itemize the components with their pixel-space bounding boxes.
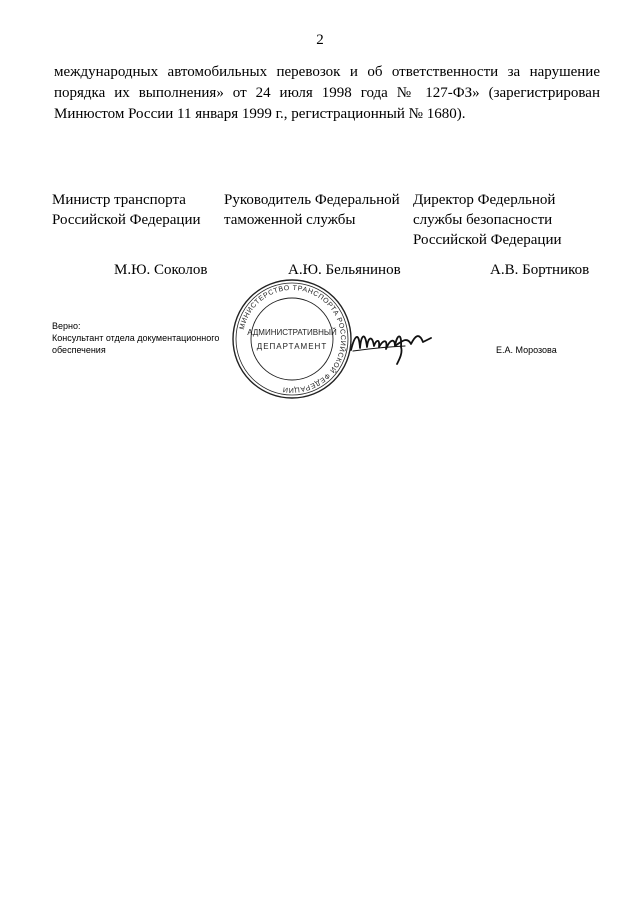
stamp-ring-text: МИНИСТЕРСТВО ТРАНСПОРТА РОССИЙСКОЙ ФЕДЕРАЦИИ bbox=[238, 284, 347, 394]
signatory-title-security-director bbox=[413, 190, 562, 250]
body-line: Минюстом России 11 января 1999 г., регистрационный № 1680). bbox=[54, 106, 466, 122]
signatory-name-sokolov: М.Ю. Соколов bbox=[114, 262, 208, 278]
signatory-title-line: Руководитель Федеральной bbox=[224, 192, 400, 208]
certifier-name: Е.А. Морозова bbox=[496, 345, 557, 355]
svg-text:МИНИСТЕРСТВО ТРАНСПОРТА РОССИЙ bbox=[239, 285, 347, 393]
signatory-title-transport-minister bbox=[52, 190, 201, 230]
stamp-center-line: ДЕПАРТАМЕНТ bbox=[256, 342, 328, 351]
page-number: 2 bbox=[316, 32, 324, 48]
stamp-seal-icon bbox=[230, 277, 354, 401]
signatory-title-line: службы безопасности bbox=[413, 212, 553, 228]
certifier-position-line: обеспечения bbox=[52, 345, 106, 355]
handwritten-signature bbox=[345, 320, 437, 370]
signature-icon bbox=[345, 320, 437, 370]
body-line: порядка их выполнения» от 24 июля 1998 года № 127-ФЗ» (зарегистрирован bbox=[54, 85, 600, 101]
signatory-name-belyaninov: А.Ю. Бельянинов bbox=[288, 262, 401, 278]
official-stamp bbox=[230, 277, 354, 401]
certifier-position bbox=[52, 332, 219, 356]
signatory-title-line: Директор Федерльной bbox=[413, 192, 556, 208]
verified-label: Верно: bbox=[52, 321, 81, 331]
stamp-center-line: АДМИНИСТРАТИВНЫЙ bbox=[247, 328, 337, 337]
signatory-title-line: таможенной службы bbox=[224, 212, 356, 228]
signatory-name-bortnikov: А.В. Бортников bbox=[490, 262, 590, 278]
body-line: международных автомобильных перевозок и об ответственности за нарушение bbox=[54, 64, 600, 80]
certifier-position-line: Консультант отдела документационного bbox=[52, 333, 220, 343]
signatory-title-customs-head bbox=[224, 190, 400, 230]
signatory-title-line: Российской Федерации bbox=[413, 232, 562, 248]
signatory-title-line: Министр транспорта bbox=[52, 192, 186, 208]
body-paragraph bbox=[54, 62, 600, 125]
signatory-title-line: Российской Федерации bbox=[52, 212, 201, 228]
